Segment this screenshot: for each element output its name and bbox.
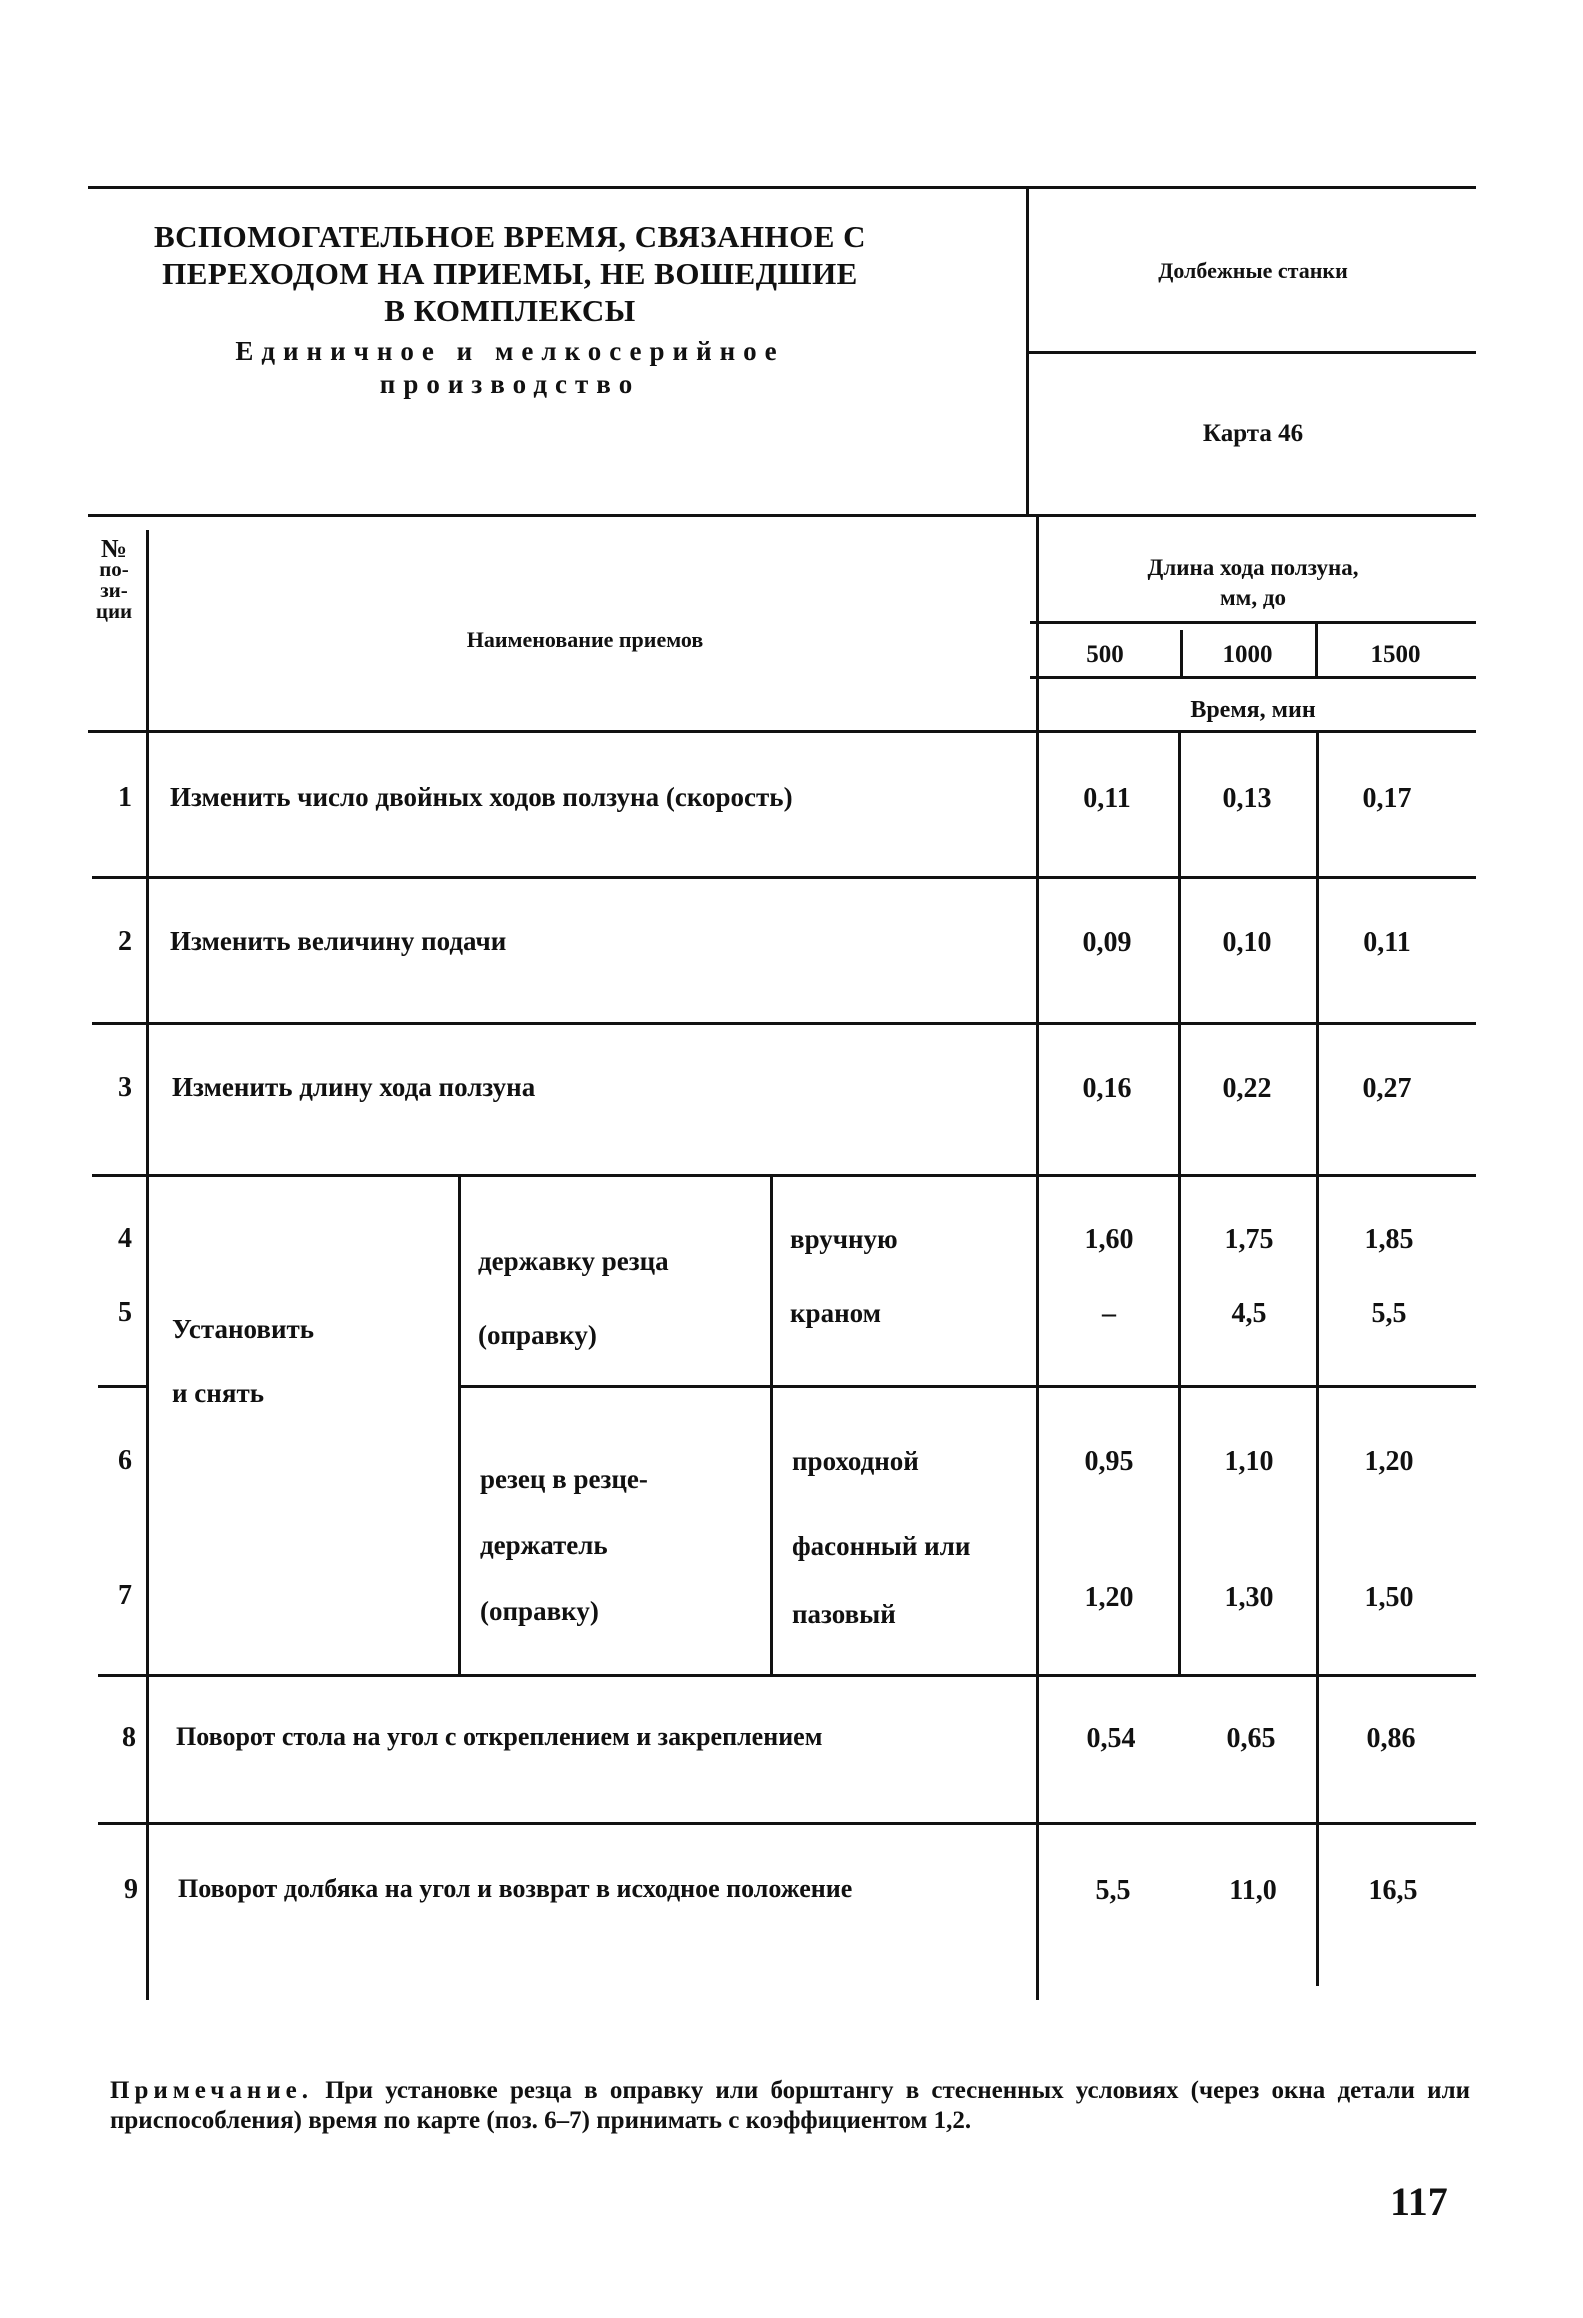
page-subtitle [150,335,870,401]
time-1500: 0,27 [1362,1073,1412,1104]
method-crane: краном [790,1298,882,1328]
t-col-rule-2 [1316,730,1319,1986]
group-pos-rule [98,1385,148,1388]
row-name: Поворот долбяка на угол и возврат в исходное положение [178,1874,853,1903]
time-500: 5,5 [1095,1875,1131,1906]
row-pos: 6 [118,1445,132,1476]
table-top-rule [88,514,1476,517]
row-rule [92,876,1476,879]
time-1500: 16,5 [1368,1875,1418,1906]
time-1000: 1,75 [1224,1224,1274,1255]
method-shaped: фасонный или пазовый [792,1531,971,1629]
stroke-divider-1 [1180,630,1183,678]
time-500: 0,16 [1082,1073,1132,1104]
title-line: В КОМПЛЕКСЫ [384,293,636,328]
row-name: Поворот стола на угол с откреплением и закреплением [176,1722,823,1751]
time-rule [1030,676,1476,679]
header-bottom-rule [88,730,1476,733]
note-text: При установке резца в оправку или борштангу в стесненных условиях (через окна детали или приспособления) время по карте (поз. 6–7) принимать с коэффициентом 1,2. [110,2077,1470,2134]
t-col-rule-1 [1178,730,1181,1674]
title-line: ПЕРЕХОДОМ НА ПРИЕМЫ, НЕ ВОШЕДШИЕ [162,256,858,291]
note-label: Примечание. [110,2077,314,2104]
stroke-1000: 1000 [1222,641,1273,668]
row-pos: 2 [118,926,132,957]
time-500: 0,95 [1084,1446,1134,1477]
row-rule [92,1022,1476,1025]
machine-type: Долбежные станки [1158,258,1348,283]
time-500: 0,09 [1082,927,1132,958]
time-1000: 1,10 [1224,1446,1274,1477]
time-500: 1,60 [1084,1224,1134,1255]
time-1500: 0,86 [1366,1723,1416,1754]
object-cutter: резец в резце- держатель (оправку) [480,1464,648,1626]
time-1500: 0,11 [1363,927,1411,958]
object-holder: державку резца (оправку) [478,1246,669,1350]
row-rule [98,1674,1476,1677]
row-pos: 5 [118,1297,132,1328]
card-number: Карта 46 [1202,420,1304,447]
group-action: Установить и снять [172,1314,315,1408]
row-pos: 4 [118,1223,132,1254]
page-number: 117 [1390,2179,1448,2224]
subtitle-line: Единичное и мелкосерийное [235,336,785,366]
stroke-500: 500 [1086,641,1124,668]
group-inner-rule [458,1385,1476,1388]
row-rule [92,1174,1476,1177]
row-pos: 8 [122,1722,136,1753]
time-1500: 1,50 [1364,1582,1414,1613]
time-1500: 5,5 [1371,1298,1407,1329]
col-position-header: № по- зи- ции [95,534,133,623]
footnote [110,2076,1470,2136]
stroke-rule [1030,621,1476,624]
time-header: Время, мин [1190,697,1316,723]
time-1000: 1,30 [1224,1582,1274,1613]
row-name: Изменить величину подачи [170,926,507,956]
time-1000: 0,65 [1226,1723,1276,1754]
time-500: 0,11 [1083,783,1131,814]
time-1000: 0,10 [1222,927,1272,958]
group-col-rule-2 [770,1174,773,1674]
time-1000: 0,22 [1222,1073,1272,1104]
pos-col-rule [146,530,149,2000]
stroke-length-header: Длина хода ползуна, мм, до [1147,555,1359,610]
row-rule [98,1822,1476,1825]
stroke-divider-2 [1315,621,1318,678]
group-col-rule-1 [458,1174,461,1674]
col-name-header: Наименование приемов [466,627,704,652]
method-through: проходной [792,1446,919,1476]
time-1500: 1,20 [1364,1446,1414,1477]
method-manual: вручную [790,1224,898,1254]
row-pos: 9 [124,1874,138,1905]
title-line: ВСПОМОГАТЕЛЬНОЕ ВРЕМЯ, СВЯЗАННОЕ С [153,219,867,254]
row-pos: 1 [118,782,132,813]
subtitle-line: производство [379,369,641,399]
time-1000: 0,13 [1222,783,1272,814]
name-col-rule [1036,514,1039,2000]
time-1500: 1,85 [1364,1224,1414,1255]
time-500: 0,54 [1086,1723,1136,1754]
top-rule [88,186,1476,189]
time-1000: 4,5 [1231,1298,1267,1329]
time-500: – [1102,1298,1116,1329]
page-title [150,218,870,329]
row-name: Изменить число двойных ходов ползуна (скорость) [170,782,793,812]
header-right-rule [1026,351,1476,354]
row-pos: 3 [118,1072,132,1103]
row-name: Изменить длину хода ползуна [172,1072,536,1102]
time-1000: 11,0 [1229,1875,1277,1906]
time-1500: 0,17 [1362,783,1412,814]
time-500: 1,20 [1084,1582,1134,1613]
row-pos: 7 [118,1580,132,1611]
stroke-1500: 1500 [1370,641,1421,668]
